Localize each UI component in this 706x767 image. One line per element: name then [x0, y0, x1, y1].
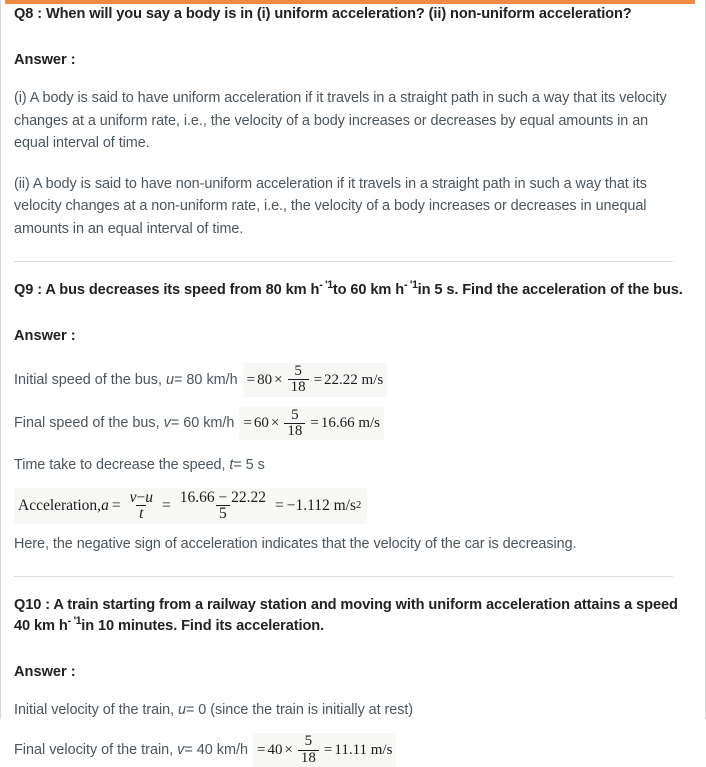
final-speed-line-q9 [14, 407, 685, 441]
question-block-q9 [14, 280, 685, 556]
question-block-q8 [14, 4, 685, 240]
question-heading-q8 [14, 4, 685, 25]
time-text-q9: Time take to decrease the speed, [14, 457, 230, 474]
fraction-numerator: 5 [291, 406, 299, 423]
eq-sign: = [256, 742, 266, 759]
fraction-numerator [127, 490, 156, 506]
page-content [1, 0, 705, 767]
numerator-minus: − [136, 488, 146, 506]
question-text-q10-part1: A train starting from a railway station and moving with uniform acceleration attains a speed 40 km h [14, 596, 678, 634]
equation-final-velocity-q10 [253, 733, 396, 767]
initial-speed-text-q9: Initial speed of the bus, [14, 371, 167, 388]
eq-times-sign: × [284, 742, 293, 759]
initial-speed-value-q9: = 80 km/h [174, 371, 238, 388]
answer-label-q9: Answer : [14, 328, 76, 344]
eq-result: 16.66 [320, 415, 355, 432]
acceleration-symbol: a [101, 496, 109, 514]
equation-initial-speed-q9 [243, 363, 388, 397]
answer-paragraph-q8-i: (i) A body is said to have uniform acceleration if it travels in a straight path in such a way that its velocity changes at a uniform rate, i.e., the velocity of a body increases or decreases by equal amounts in an equal interval of time. [14, 90, 667, 151]
fraction-denominator: 5 [216, 505, 230, 522]
eq-sign-2: = [161, 496, 171, 514]
eq-result-sign: = [313, 371, 323, 388]
question-text-q9-part2: to 60 km h [332, 282, 405, 298]
final-speed-text-q9: Final speed of the bus, [14, 415, 164, 432]
question-label-q8: Q8 : [14, 6, 46, 22]
final-speed-lead-q9 [14, 412, 234, 434]
fraction-values-over-5 [177, 490, 269, 523]
eq-times-sign: × [270, 415, 280, 432]
question-heading-q10 [14, 595, 685, 637]
equation-final-speed-q9 [239, 407, 384, 441]
fraction-numerator: 16.66 − 22.22 [179, 488, 266, 506]
eq-sign-3: = [274, 496, 284, 514]
initial-speed-symbol-q9: u [166, 371, 175, 388]
final-velocity-value-q10: = 40 km/h [184, 742, 248, 759]
eq-sign-1: = [111, 496, 121, 514]
fraction-v-minus-u-over-t [127, 490, 156, 523]
numerator-v: v [129, 488, 137, 506]
time-symbol-q9: t [229, 457, 234, 474]
initial-speed-lead-q9 [14, 369, 238, 391]
question-text-q8: When will you say a body is in (i) uniform acceleration? (ii) non-uniform acceleration? [45, 6, 632, 22]
question-label-q10: Q10 : [14, 596, 54, 613]
initial-velocity-text-q10: Initial velocity of the train, [14, 701, 179, 718]
answer-paragraph-q8-ii: (ii) A body is said to have non-uniform acceleration if it travels in a straight path in such a way that its velocity changes at a non-uniform rate, i.e., the velocity of a body increases or decreases in unequal amounts in an equal interval of time. [14, 175, 647, 237]
fraction-5-18 [284, 408, 305, 440]
fraction-numerator: 5 [294, 363, 302, 379]
eq-sign: = [243, 415, 252, 432]
initial-velocity-symbol-q10: u [178, 701, 186, 718]
question-block-q10 [14, 595, 685, 767]
answer-label-q8: Answer : [14, 52, 76, 68]
eq-unit: m/s [370, 742, 393, 759]
time-line-q9 [14, 454, 685, 477]
eq-unit: m/s [358, 415, 380, 432]
question-label-q9: Q9 : [14, 282, 46, 298]
question-text-q10-part2: in 10 minutes. Find its acceleration. [81, 617, 325, 634]
acceleration-unit: m/s [333, 496, 357, 514]
eq-result-sign: = [310, 415, 319, 432]
question-heading-q9 [14, 280, 685, 301]
eq-multiplicand: 80 [257, 371, 273, 388]
fraction-5-18 [298, 734, 319, 766]
initial-velocity-line-q10 [14, 699, 685, 722]
initial-velocity-value-q10: = 0 (since the train is initially at rest) [186, 701, 414, 718]
fraction-denominator: 18 [298, 750, 319, 766]
final-velocity-text-q10: Final velocity of the train, [14, 742, 178, 759]
acceleration-lead: Acceleration, [18, 496, 102, 514]
question-text-q9-part3: in 5 s. Find the acceleration of the bus. [417, 282, 683, 298]
fraction-5-18 [288, 364, 309, 396]
eq-times-sign: × [274, 371, 283, 388]
time-value-q9: = 5 s [233, 457, 265, 474]
eq-multiplicand: 60 [253, 415, 269, 432]
fraction-numerator: 5 [304, 733, 313, 750]
final-speed-symbol-q9: v [163, 415, 171, 432]
eq-multiplicand: 40 [267, 742, 283, 759]
answer-label-q10: Answer : [14, 663, 76, 680]
initial-speed-line-q9 [14, 363, 685, 397]
closing-note-q9: Here, the negative sign of acceleration indicates that the velocity of the car is decreasing. [14, 536, 577, 553]
final-velocity-symbol-q10: v [177, 742, 185, 759]
eq-unit: m/s [361, 371, 384, 388]
numerator-u: u [145, 488, 153, 506]
fraction-denominator: t [136, 505, 146, 522]
eq-result: 11.11 [334, 742, 368, 759]
eq-result-sign: = [323, 742, 333, 759]
unit-superscript-q10: - '1 [67, 614, 82, 627]
final-velocity-lead-q10 [14, 739, 248, 761]
question-text-q9-part1: A bus decreases its speed from 80 km h [45, 282, 320, 298]
unit-superscript-q9-b: - '1 [404, 279, 418, 292]
acceleration-result: −1.112 [286, 496, 330, 514]
eq-sign: = [246, 371, 256, 388]
acceleration-equation-row-q9 [14, 488, 685, 525]
fraction-denominator: 18 [288, 379, 309, 395]
fraction-denominator: 18 [284, 423, 305, 439]
final-speed-value-q9: = 60 km/h [170, 415, 235, 432]
unit-superscript-q9-a: - '1 [319, 279, 333, 292]
final-velocity-line-q10 [14, 733, 685, 767]
equation-acceleration-q9: Acceleration, a = $\frac{v-u}{t}$ = $\frac{16.66 - 22.22}{5}$ = −1.112 m/s 2 [14, 488, 367, 525]
eq-result: 22.22 [324, 371, 358, 388]
